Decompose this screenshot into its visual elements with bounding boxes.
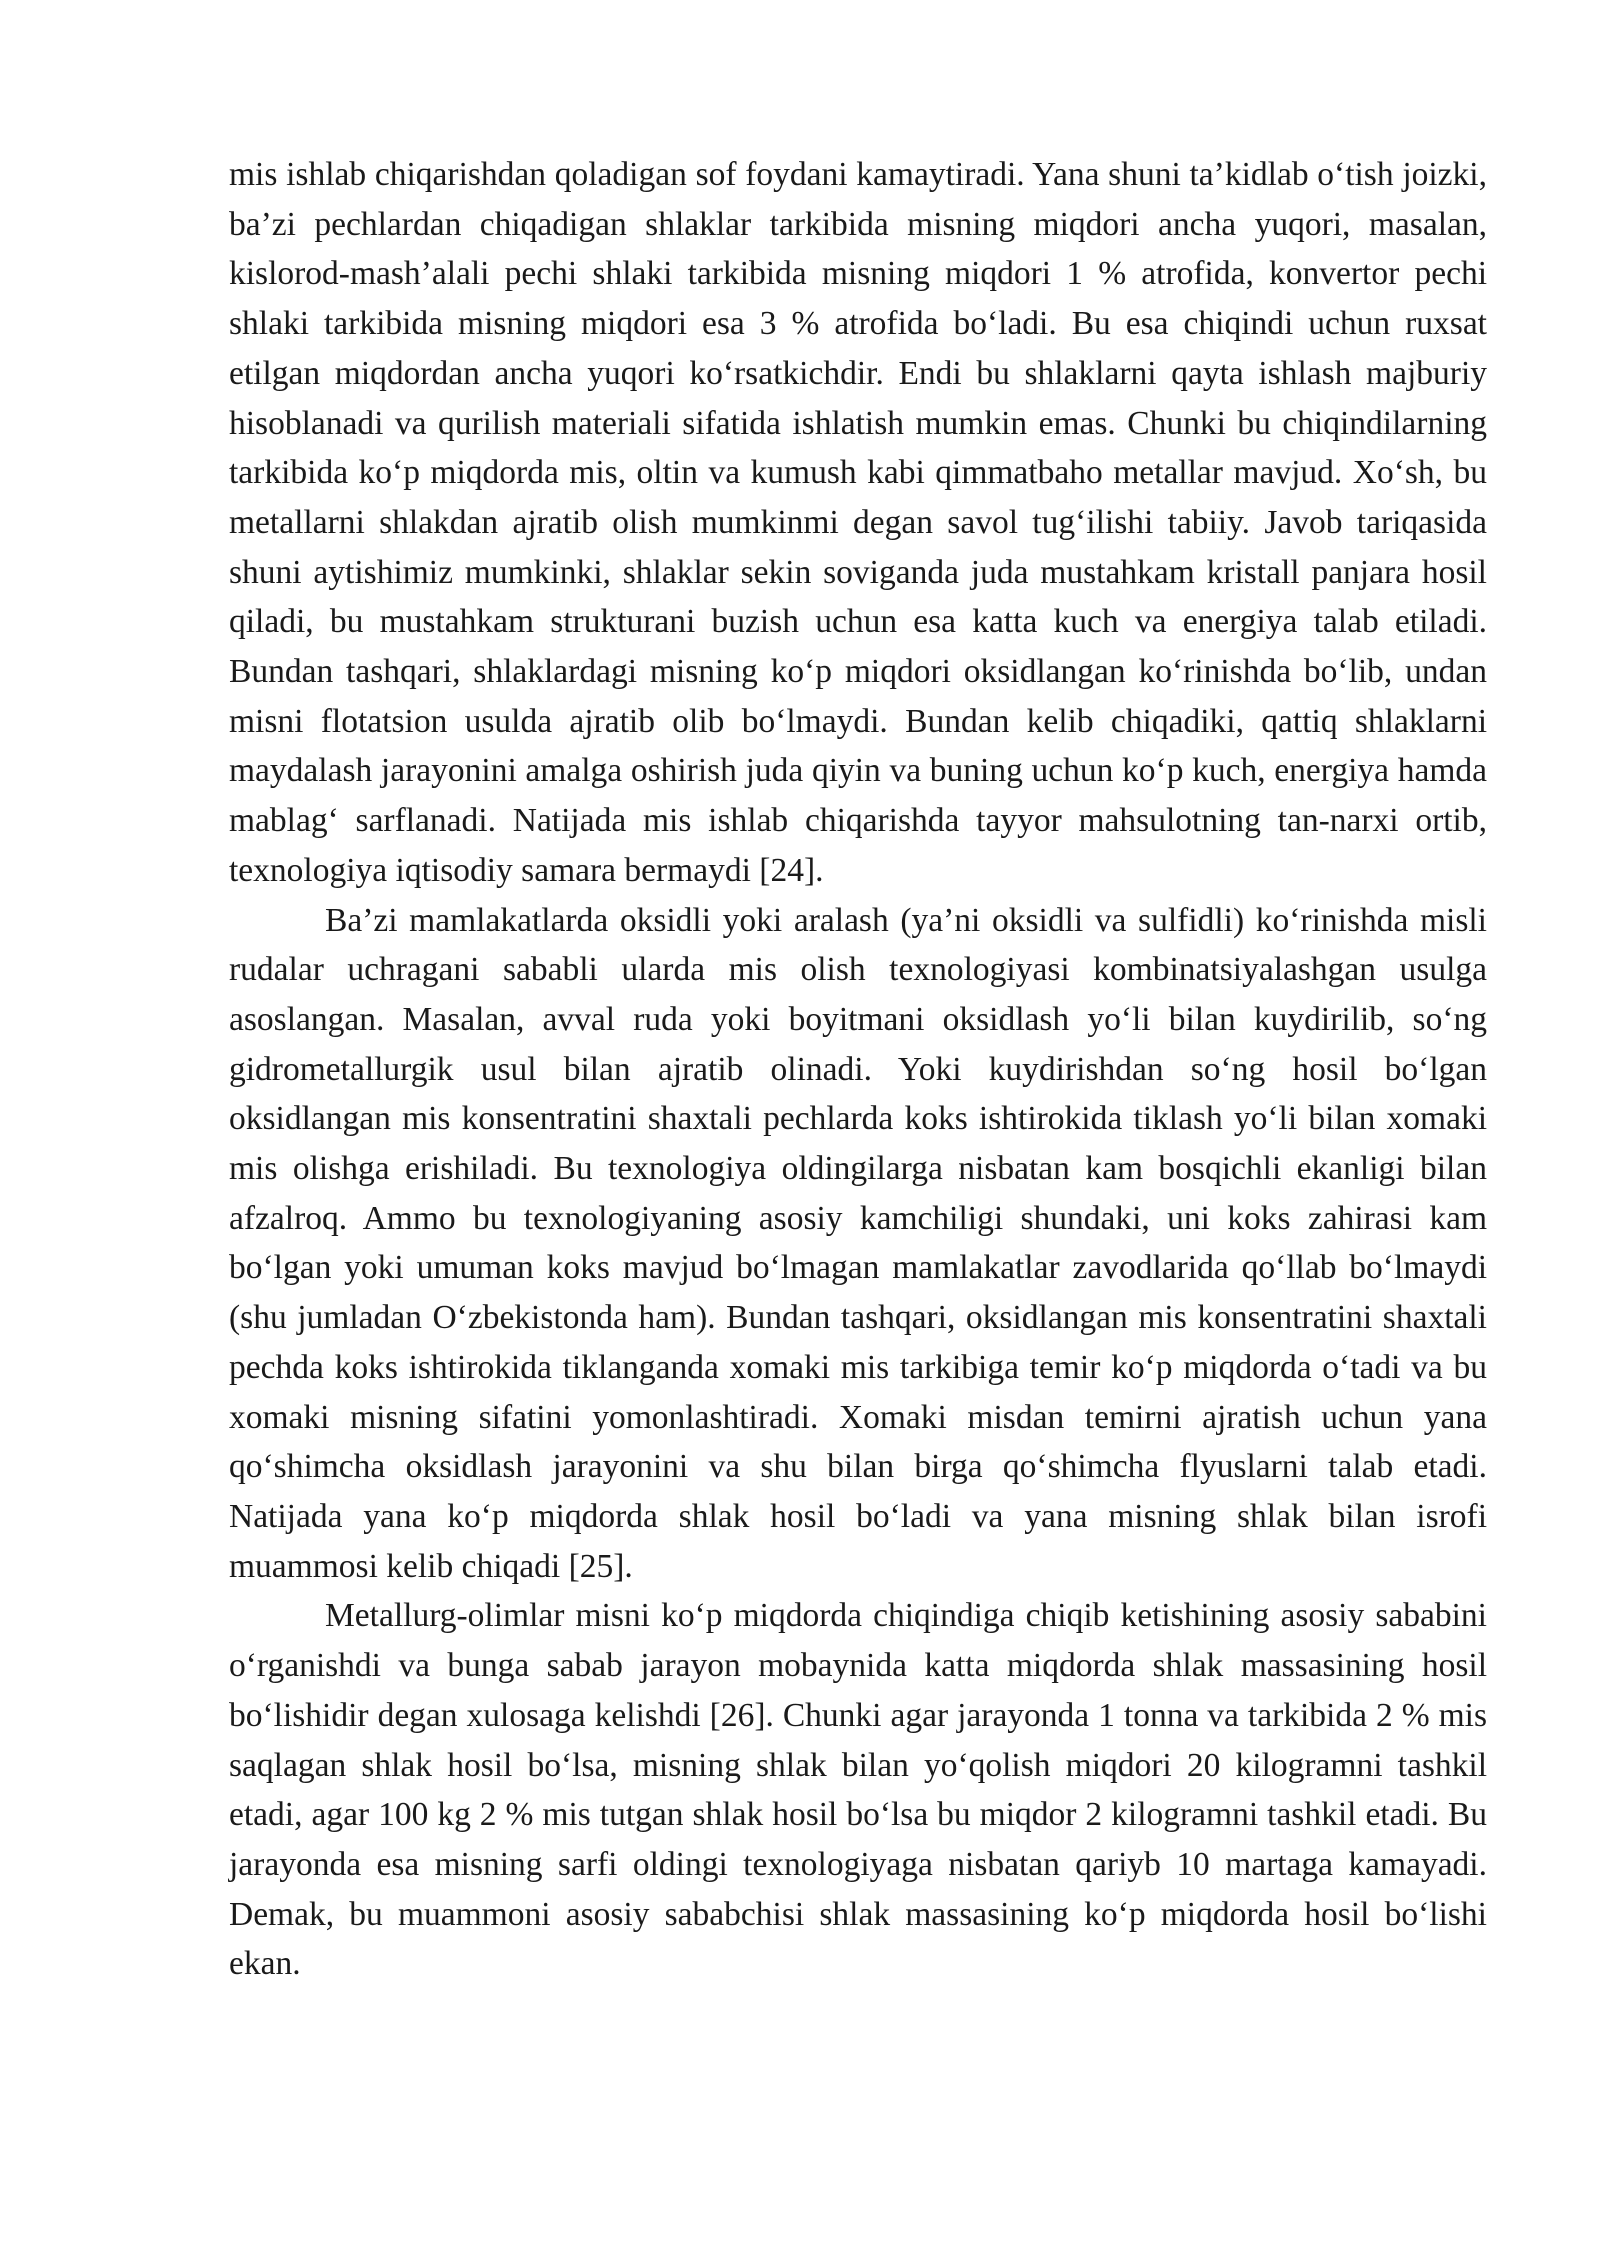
paragraph-2: Ba’zi mamlakatlarda oksidli yoki aralash (ya’ni oksidli va sulfidli) ko‘rinishda misli rudalar uchragani sababli ularda mis olish texnologiyasi kombinatsiyalashgan usulga asoslangan. Masalan, avval ruda yoki boyitmani oksidlash yo‘li bilan kuydirilib, so‘ng gidrometallurgik usul bilan ajratib olinadi. Yoki kuydirishdan so‘ng hosil bo‘lgan oksidlangan mis konsentratini shaxtali pechlarda koks ishtirokida tiklash yo‘li bilan xomaki mis olishga erishiladi. Bu texnologiya oldingilarga nisbatan kam bosqichli ekanligi bilan afzalroq. Ammo bu texnologiyaning asosiy kamchiligi shundaki, uni koks zahirasi kam bo‘lgan yoki umuman koks mavjud bo‘lmagan mamlakatlar zavodlarida qo‘llab bo‘lmaydi (shu jumladan O‘zbekistonda ham). Bundan tashqari, oksidlangan mis konsentratini shaxtali pechda koks ishtirokida tiklanganda xomaki mis tarkibiga temir ko‘p miqdorda o‘tadi va bu xomaki misning sifatini yomonlashtiradi. Xomaki misdan temirni ajratish uchun yana qo‘shimcha oksidlash jarayonini va shu bilan birga qo‘shimcha flyuslarni talab etadi. Natijada yana ko‘p miqdorda shlak hosil bo‘ladi va yana misning shlak bilan isrofi muammosi kelib chiqadi [25].	[229, 901, 1487, 1585]
document-page	[229, 150, 1487, 1989]
paragraph-1: mis ishlab chiqarishdan qoladigan sof foydani kamaytiradi. Yana shuni ta’kidlab o‘tish joizki, ba’zi pechlardan chiqadigan shlaklar tarkibida misning miqdori ancha yuqori, masalan, kislorod-mash’alali pechi shlaki tarkibida misning miqdori 1 % atrofida, konvertor pechi shlaki tarkibida misning miqdori esa 3 % atrofida bo‘ladi. Bu esa chiqindi uchun ruxsat etilgan miqdordan ancha yuqori ko‘rsatkichdir. Endi bu shlaklarni qayta ishlash majburiy hisoblanadi va qurilish materiali sifatida ishlatish mumkin emas. Chunki bu chiqindilarning tarkibida ko‘p miqdorda mis, oltin va kumush kabi qimmatbaho metallar mavjud. Xo‘sh, bu metallarni shlakdan ajratib olish mumkinmi degan savol tug‘ilishi tabiiy. Javob tariqasida shuni aytishimiz mumkinki, shlaklar sekin soviganda juda mustahkam kristall panjara hosil qiladi, bu mustahkam strukturani buzish uchun esa katta kuch va energiya talab etiladi. Bundan tashqari, shlaklardagi misning ko‘p miqdori oksidlangan ko‘rinishda bo‘lib, undan misni flotatsion usulda ajratib olib bo‘lmaydi. Bundan kelib chiqadiki, qattiq shlaklarni maydalash jarayonini amalga oshirish juda qiyin va buning uchun ko‘p kuch, energiya hamda mablag‘ sarflanadi. Natijada mis ishlab chiqarishda tayyor mahsulotning tan-narxi ortib, texnologiya iqtisodiy samara bermaydi [24].	[229, 156, 1487, 889]
paragraph-3: Metallurg-olimlar misni ko‘p miqdorda chiqindiga chiqib ketishining asosiy sababini o‘rganishdi va bunga sabab jarayon mobaynida katta miqdorda shlak massasining hosil bo‘lishidir degan xulosaga kelishdi [26]. Chunki agar jarayonda 1 tonna va tarkibida 2 % mis saqlagan shlak hosil bo‘lsa, misning shlak bilan yo‘qolish miqdori 20 kilogramni tashkil etadi, agar 100 kg 2 % mis tutgan shlak hosil bo‘lsa bu miqdor 2 kilogramni tashkil etadi. Bu jarayonda esa misning sarfi oldingi texnologiyaga nisbatan qariyb 10 martaga kamayadi. Demak, bu muammoni asosiy sababchisi shlak massasining ko‘p miqdorda hosil bo‘lishi ekan.	[229, 1597, 1487, 1983]
